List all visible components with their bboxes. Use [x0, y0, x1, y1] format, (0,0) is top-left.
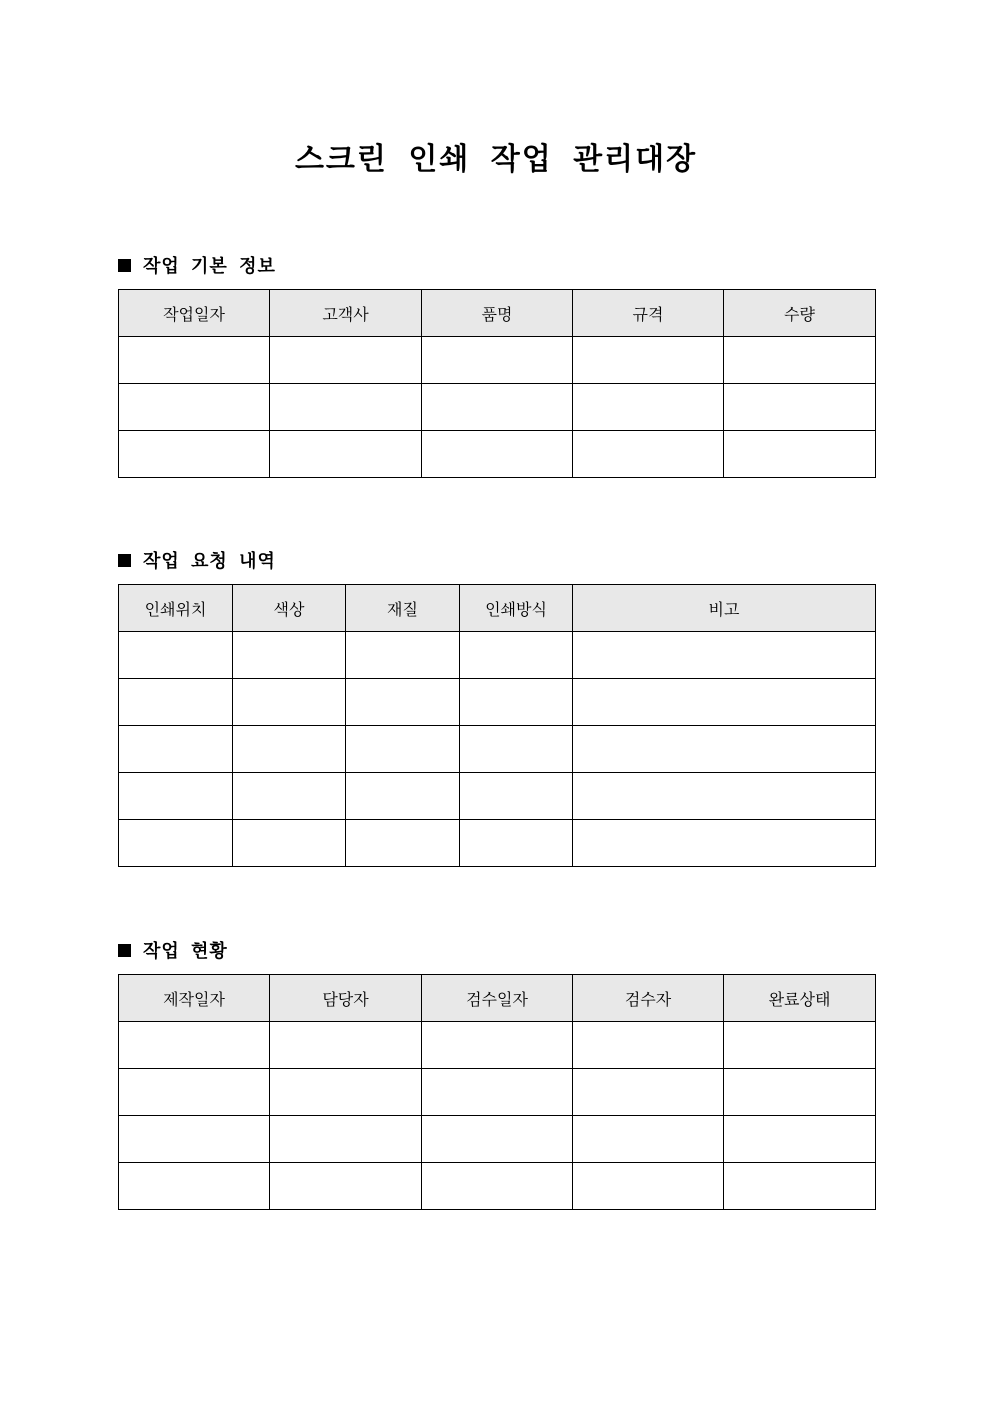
column-header: 담당자	[270, 975, 422, 1022]
table-row	[119, 384, 876, 431]
column-header: 품명	[422, 290, 573, 337]
basic-info-table	[118, 289, 876, 478]
table-header-row	[119, 975, 876, 1022]
column-header: 인쇄위치	[119, 585, 233, 632]
column-header: 검수자	[573, 975, 724, 1022]
table-cell[interactable]	[422, 431, 573, 478]
table-row	[119, 632, 876, 679]
column-header: 규격	[573, 290, 724, 337]
table-cell[interactable]	[422, 384, 573, 431]
table-cell[interactable]	[573, 384, 724, 431]
table-row	[119, 679, 876, 726]
table-cell[interactable]	[422, 1116, 573, 1163]
table-cell[interactable]	[119, 1022, 270, 1069]
table-cell[interactable]	[573, 632, 876, 679]
square-bullet-icon	[118, 944, 131, 957]
table-cell[interactable]	[270, 1022, 422, 1069]
table-cell[interactable]	[233, 679, 346, 726]
table-cell[interactable]	[119, 632, 233, 679]
column-header: 작업일자	[119, 290, 270, 337]
table-cell[interactable]	[270, 1069, 422, 1116]
table-cell[interactable]	[573, 337, 724, 384]
table-row	[119, 726, 876, 773]
table-cell[interactable]	[270, 337, 422, 384]
work-status-table	[118, 974, 876, 1210]
table-cell[interactable]	[724, 384, 876, 431]
table-row	[119, 1022, 876, 1069]
table-cell[interactable]	[724, 1116, 876, 1163]
table-cell[interactable]	[573, 726, 876, 773]
table-row	[119, 1163, 876, 1210]
column-header: 고객사	[270, 290, 422, 337]
table-cell[interactable]	[422, 337, 573, 384]
table-cell[interactable]	[119, 337, 270, 384]
table-cell[interactable]	[270, 384, 422, 431]
table-cell[interactable]	[724, 431, 876, 478]
table-header-row	[119, 290, 876, 337]
table-cell[interactable]	[270, 431, 422, 478]
table-cell[interactable]	[346, 726, 460, 773]
table-row	[119, 773, 876, 820]
table-cell[interactable]	[233, 632, 346, 679]
table-cell[interactable]	[460, 679, 573, 726]
table-row	[119, 431, 876, 478]
table-cell[interactable]	[573, 773, 876, 820]
column-header: 비고	[573, 585, 876, 632]
table-header-row	[119, 585, 876, 632]
table-cell[interactable]	[233, 820, 346, 867]
table-cell[interactable]	[573, 1022, 724, 1069]
table-cell[interactable]	[422, 1022, 573, 1069]
square-bullet-icon	[118, 259, 131, 272]
column-header: 완료상태	[724, 975, 876, 1022]
table-row	[119, 1069, 876, 1116]
section-heading-label: 작업 기본 정보	[143, 256, 276, 277]
table-cell[interactable]	[724, 1022, 876, 1069]
table-row	[119, 337, 876, 384]
column-header: 수량	[724, 290, 876, 337]
table-cell[interactable]	[573, 1069, 724, 1116]
table-cell[interactable]	[119, 384, 270, 431]
table-cell[interactable]	[346, 632, 460, 679]
square-bullet-icon	[118, 554, 131, 567]
table-cell[interactable]	[119, 773, 233, 820]
table-cell[interactable]	[270, 1163, 422, 1210]
table-cell[interactable]	[724, 1163, 876, 1210]
table-cell[interactable]	[119, 1163, 270, 1210]
table-cell[interactable]	[346, 820, 460, 867]
table-cell[interactable]	[422, 1163, 573, 1210]
table-cell[interactable]	[460, 820, 573, 867]
table-cell[interactable]	[724, 337, 876, 384]
table-row	[119, 1116, 876, 1163]
table-cell[interactable]	[460, 632, 573, 679]
table-cell[interactable]	[573, 679, 876, 726]
table-cell[interactable]	[119, 1069, 270, 1116]
table-cell[interactable]	[460, 726, 573, 773]
table-cell[interactable]	[233, 726, 346, 773]
column-header: 재질	[346, 585, 460, 632]
section-heading-basic-info	[118, 252, 276, 278]
table-cell[interactable]	[119, 726, 233, 773]
table-cell[interactable]	[724, 1069, 876, 1116]
table-cell[interactable]	[119, 431, 270, 478]
table-cell[interactable]	[119, 1116, 270, 1163]
table-cell[interactable]	[573, 1163, 724, 1210]
table-cell[interactable]	[346, 679, 460, 726]
table-cell[interactable]	[233, 773, 346, 820]
column-header: 인쇄방식	[460, 585, 573, 632]
table-row	[119, 820, 876, 867]
table-cell[interactable]	[346, 773, 460, 820]
section-heading-label: 작업 현황	[143, 941, 228, 962]
table-cell[interactable]	[573, 1116, 724, 1163]
table-cell[interactable]	[422, 1069, 573, 1116]
table-cell[interactable]	[119, 679, 233, 726]
section-heading-label: 작업 요청 내역	[143, 551, 276, 572]
table-cell[interactable]	[460, 773, 573, 820]
request-details-table	[118, 584, 876, 867]
column-header: 검수일자	[422, 975, 573, 1022]
table-cell[interactable]	[573, 431, 724, 478]
column-header: 제작일자	[119, 975, 270, 1022]
section-heading-request-details	[118, 547, 276, 573]
table-cell[interactable]	[119, 820, 233, 867]
page-title: 스크린 인쇄 작업 관리대장	[294, 142, 698, 177]
column-header: 색상	[233, 585, 346, 632]
section-heading-work-status	[118, 937, 228, 963]
table-cell[interactable]	[573, 820, 876, 867]
table-cell[interactable]	[270, 1116, 422, 1163]
